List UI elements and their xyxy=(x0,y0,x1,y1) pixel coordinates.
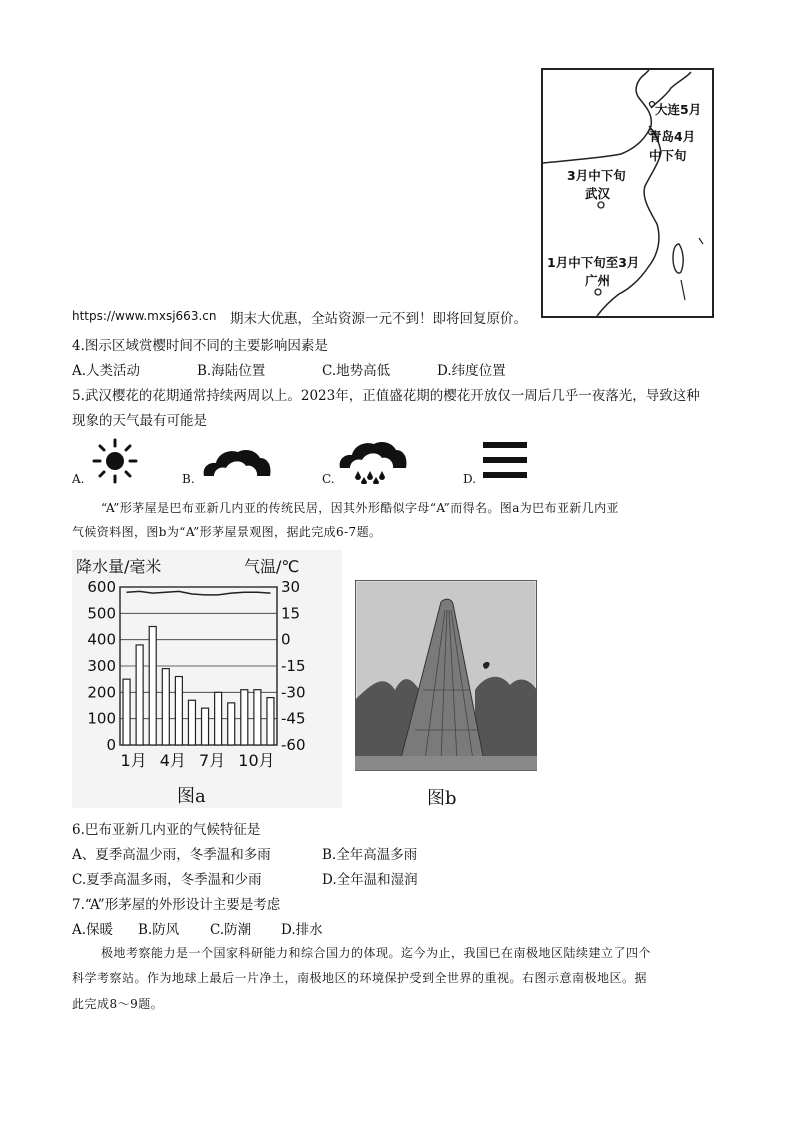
rain-icon xyxy=(336,440,410,484)
photo-caption: 图b xyxy=(427,788,457,808)
q7-stem: 7.“A”形茅屋的外形设计主要是考虑 xyxy=(72,897,281,913)
q4-option-a: A.人类活动 xyxy=(72,363,141,379)
q6-option-a: A、夏季高温少雨，冬季温和多雨 xyxy=(72,847,271,863)
q7-option-b: B.防风 xyxy=(138,922,180,938)
q6-stem: 6.巴布亚新几内亚的气候特征是 xyxy=(72,822,261,838)
map-label-dalian: 大连5月 xyxy=(655,102,702,117)
q4-stem: 4.图示区域赏樱时间不同的主要影响因素是 xyxy=(72,338,328,354)
chart-left-tick: 600 xyxy=(87,578,116,596)
fog-icon xyxy=(483,440,527,480)
precip-bar xyxy=(267,698,274,745)
passage1-line1: “A”形茅屋是巴布亚新几内亚的传统民居，因其外形酷似字母“A”而得名。图a为巴布亚新几内亚 xyxy=(101,501,619,515)
precip-bar xyxy=(241,690,248,745)
chart-x-tick: 7月 xyxy=(199,751,226,770)
q7-option-c: C.防潮 xyxy=(210,922,252,938)
q5-option-a-letter: A. xyxy=(72,472,85,486)
chart-right-tick: -30 xyxy=(281,683,306,702)
q6-option-d: D.全年温和湿润 xyxy=(322,872,418,888)
chart-right-tick: 0 xyxy=(281,630,291,649)
map-label-wuhan: 武汉 xyxy=(585,186,611,201)
cherry-blossom-map xyxy=(541,68,714,318)
precip-bar xyxy=(149,627,156,746)
precip-bar xyxy=(215,692,222,745)
q4-option-c: C.地势高低 xyxy=(322,363,391,379)
cloudy-icon xyxy=(200,446,272,480)
map-label-qingdao-2: 中下旬 xyxy=(649,148,687,163)
precip-bar xyxy=(254,690,261,745)
chart-left-tick: 100 xyxy=(87,709,116,728)
precip-bar xyxy=(123,679,130,745)
a-frame-hut-photo xyxy=(355,580,537,808)
map-label-qingdao: 青岛4月 xyxy=(649,129,696,144)
chart-caption: 图a xyxy=(177,786,206,807)
promo-text: 期末大优惠，全站资源一元不到！即将回复原价。 xyxy=(230,311,527,327)
chart-right-tick: 30 xyxy=(281,578,301,596)
q6-option-b: B.全年高温多雨 xyxy=(322,847,418,863)
map-label-guangzhou: 广州 xyxy=(585,273,611,288)
q5-option-d-letter: D. xyxy=(463,472,477,486)
chart-left-tick: 500 xyxy=(87,604,116,623)
q5-option-c-letter: C. xyxy=(322,472,335,486)
map-label-guangzhou-time: 1月中下旬至3月 xyxy=(547,255,640,270)
chart-x-tick: 4月 xyxy=(159,751,186,770)
q6-option-c: C.夏季高温多雨，冬季温和少雨 xyxy=(72,872,262,888)
source-url[interactable]: https://www.mxsj663.cn xyxy=(72,309,217,323)
q5-stem-line2: 现象的天气最有可能是 xyxy=(72,413,207,429)
chart-right-tick: -60 xyxy=(281,736,306,754)
passage1-line2: 气候资料图，图b为“A”形茅屋景观图，据此完成6-7题。 xyxy=(72,525,382,539)
precip-bar xyxy=(162,669,169,745)
chart-right-tick: -45 xyxy=(281,709,306,728)
chart-x-tick: 10月 xyxy=(238,751,275,770)
chart-left-tick: 400 xyxy=(87,630,116,649)
precip-bar xyxy=(175,677,182,745)
q7-option-a: A.保暖 xyxy=(72,922,114,938)
sun-icon xyxy=(92,438,138,484)
chart-left-tick: 200 xyxy=(87,683,116,702)
chart-y2label: 气温/℃ xyxy=(244,557,300,576)
precip-bar xyxy=(228,703,235,745)
chart-right-tick: -15 xyxy=(281,657,306,675)
climate-chart xyxy=(72,550,342,808)
precip-bar xyxy=(202,708,209,745)
chart-left-tick: 0 xyxy=(106,736,116,754)
q7-option-d: D.排水 xyxy=(281,922,323,938)
chart-x-tick: 1月 xyxy=(120,751,147,770)
passage2-line1: 极地考察能力是一个国家科研能力和综合国力的体现。迄今为止，我国已在南极地区陆续建立了四个 xyxy=(101,946,652,960)
chart-left-tick: 300 xyxy=(87,657,116,675)
q4-option-d: D.纬度位置 xyxy=(437,363,506,379)
q4-option-b: B.海陆位置 xyxy=(197,363,266,379)
chart-right-tick: 15 xyxy=(281,604,301,623)
passage2-line3: 此完成8～9题。 xyxy=(72,997,164,1011)
precip-bar xyxy=(188,700,195,745)
q5-stem-line1: 5.武汉樱花的花期通常持续两周以上。2023年，正值盛花期的樱花开放仅一周后几乎一夜落光，导致这种 xyxy=(72,388,700,404)
precip-bar xyxy=(136,645,143,745)
map-label-wuhan-time: 3月中下旬 xyxy=(567,168,626,183)
passage2-line2: 科学考察站。作为地球上最后一片净土，南极地区的环境保护受到全世界的重视。右图示意南极地区。据 xyxy=(72,971,648,985)
q5-option-b-letter: B. xyxy=(182,472,195,486)
chart-ylabel: 降水量/毫米 xyxy=(76,557,162,576)
